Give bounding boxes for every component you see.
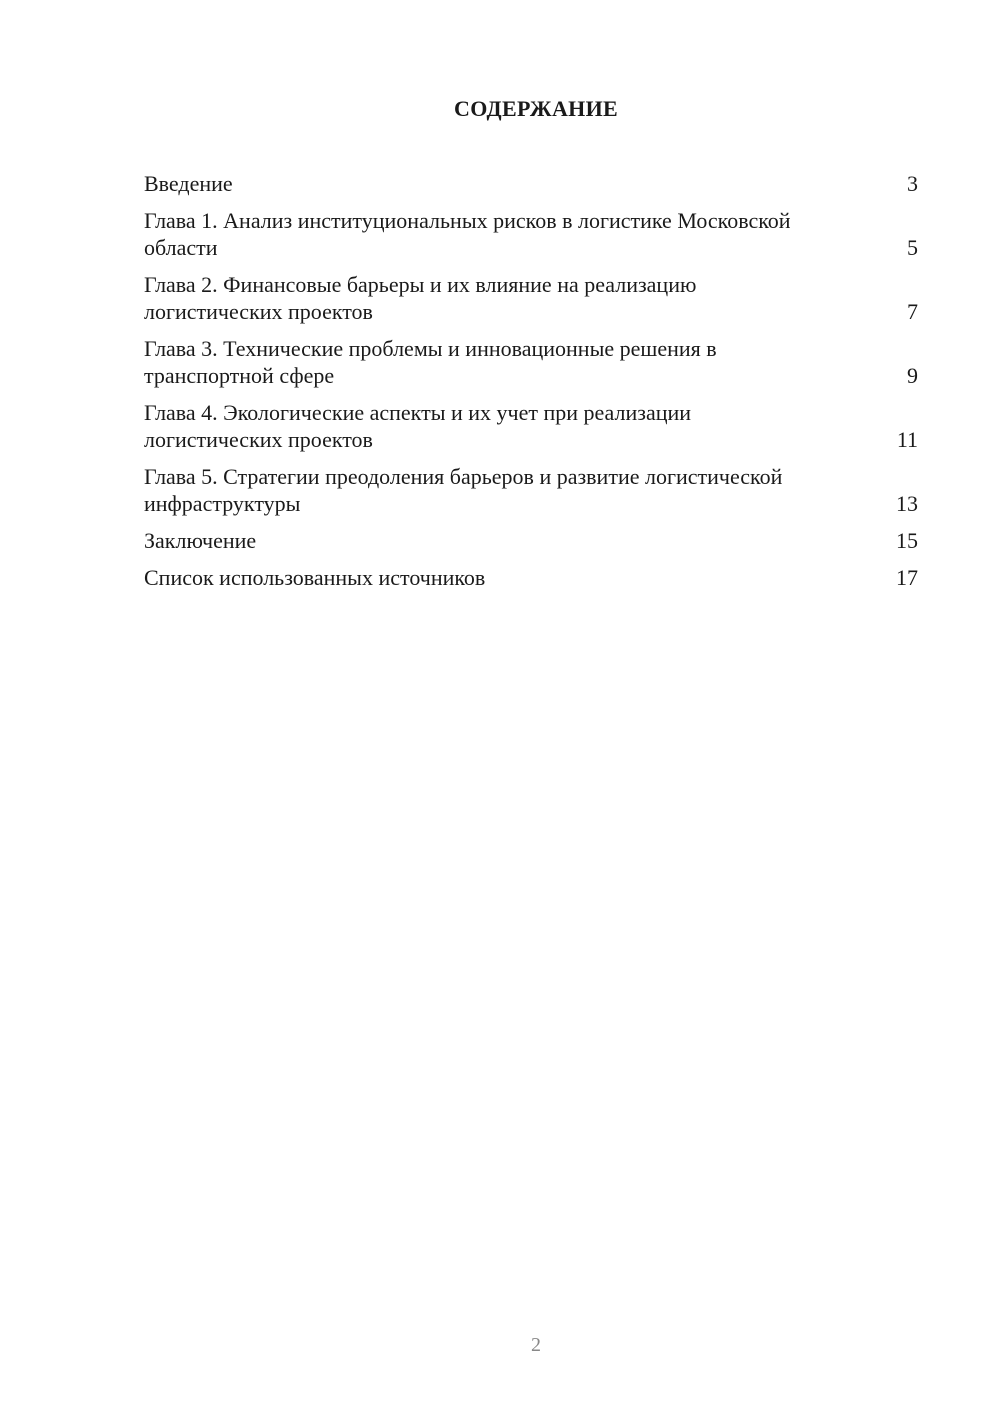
- page-number: 2: [531, 1334, 541, 1356]
- toc-item-text: Глава 1. Анализ институциональных рисков в логистике Московской области: [144, 208, 791, 260]
- toc-item-text: Введение: [144, 171, 233, 196]
- toc-item-page: 15: [896, 528, 918, 553]
- toc-item-chapter-4: [144, 399, 918, 453]
- toc-item-page: 17: [896, 565, 918, 590]
- toc-item-page: 5: [907, 235, 918, 260]
- toc-item-chapter-2: [144, 271, 918, 325]
- toc-item-page: 3: [907, 171, 918, 196]
- table-of-contents: [144, 170, 918, 601]
- toc-item-page: 9: [907, 363, 918, 388]
- toc-item-text: Глава 2. Финансовые барьеры и их влияние на реализацию логистических проектов: [144, 272, 697, 324]
- toc-item-page: 11: [896, 427, 918, 452]
- toc-title: СОДЕРЖАНИЕ: [454, 96, 618, 121]
- toc-item-conclusion: [144, 527, 918, 554]
- toc-item-chapter-1: [144, 207, 918, 261]
- toc-item-introduction: [144, 170, 918, 197]
- toc-item-chapter-3: [144, 335, 918, 389]
- toc-item-page: 7: [907, 299, 918, 324]
- toc-item-text: Глава 3. Технические проблемы и инновационные решения в транспортной сфере: [144, 336, 717, 388]
- toc-item-text: Список использованных источников: [144, 565, 486, 590]
- toc-item-text: Глава 5. Стратегии преодоления барьеров и развитие логистической инфраструктуры: [144, 464, 783, 516]
- toc-item-references: [144, 564, 918, 591]
- toc-item-page: 13: [896, 491, 918, 516]
- toc-item-text: Заключение: [144, 528, 257, 553]
- toc-item-text: Глава 4. Экологические аспекты и их учет при реализации логистических проектов: [144, 400, 692, 452]
- toc-item-chapter-5: [144, 463, 918, 517]
